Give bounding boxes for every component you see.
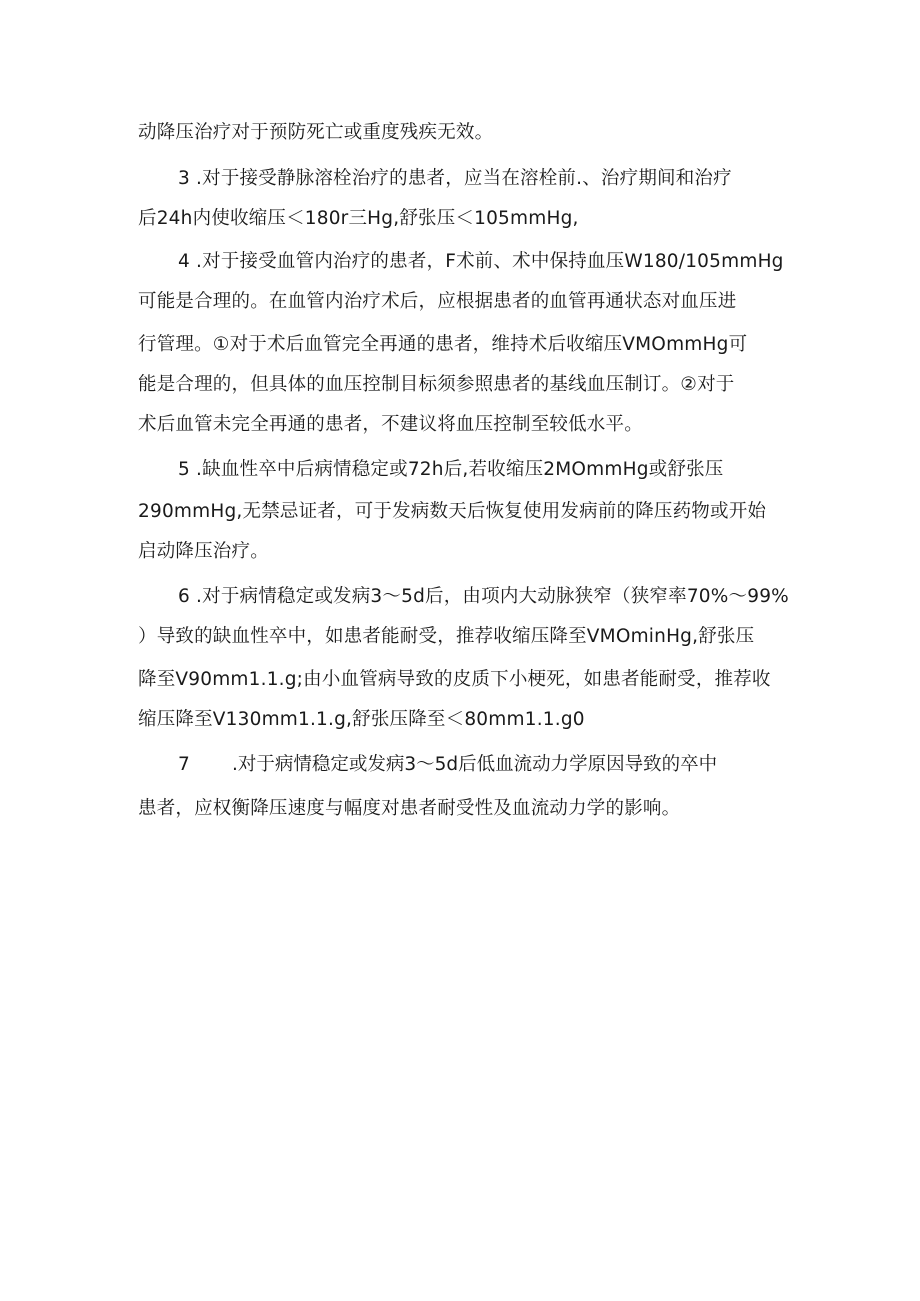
text-line: 动降压治疗对于预防死亡或重度残疾无效。 xyxy=(138,122,494,143)
text-line: 290mmHg,无禁忌证者，可于发病数天后恢复使用发病前的降压药物或开始 xyxy=(138,501,767,522)
text-line: 6 .对于病情稳定或发病3〜5d后，由项内大动脉狭窄（狭窄率70%〜99% xyxy=(178,586,789,607)
text-line: 能是合理的，但具体的血压控制目标须参照患者的基线血压制订。②对于 xyxy=(138,374,735,395)
text-line: 5 .缺血性卒中后病情稳定或72h后,若收缩压2MOmmHg或舒张压 xyxy=(178,459,724,480)
text-line: 3 .对于接受静脉溶栓治疗的患者，应当在溶栓前.、治疗期间和治疗 xyxy=(178,168,732,189)
text-line: 行管理。①对于术后血管完全再通的患者，维持术后收缩压VMOmmHg可 xyxy=(138,334,748,355)
text-line: 启动降压治疗。 xyxy=(138,541,269,562)
text-line: ）导致的缺血性卒中，如患者能耐受，推荐收缩压降至VMOminHg,舒张压 xyxy=(138,626,755,647)
text-line: 可能是合理的。在血管内治疗术后，应根据患者的血管再通状态对血压进 xyxy=(138,291,737,312)
text-line: 缩压降至V130mm1.1.g,舒张压降至＜80mm1.1.g0 xyxy=(138,709,585,730)
item-number: 7 xyxy=(178,754,190,775)
text-line: 后24h内使收缩压＜180r三Hg,舒张压＜105mmHg, xyxy=(138,208,579,229)
text-line: 降至V90mm1.1.g;由小血管病导致的皮质下小梗死，如患者能耐受，推荐收 xyxy=(138,669,771,690)
text-line: 4 .对于接受血管内治疗的患者，F术前、术中保持血压W180/105mmHg xyxy=(178,251,784,272)
text-line: .对于病情稳定或发病3〜5d后低血流动力学原因导致的卒中 xyxy=(232,754,718,775)
text-line: 术后血管未完全再通的患者，不建议将血压控制至较低水平。 xyxy=(138,414,643,435)
text-line: 患者，应权衡降压速度与幅度对患者耐受性及血流动力学的影响。 xyxy=(138,798,681,819)
